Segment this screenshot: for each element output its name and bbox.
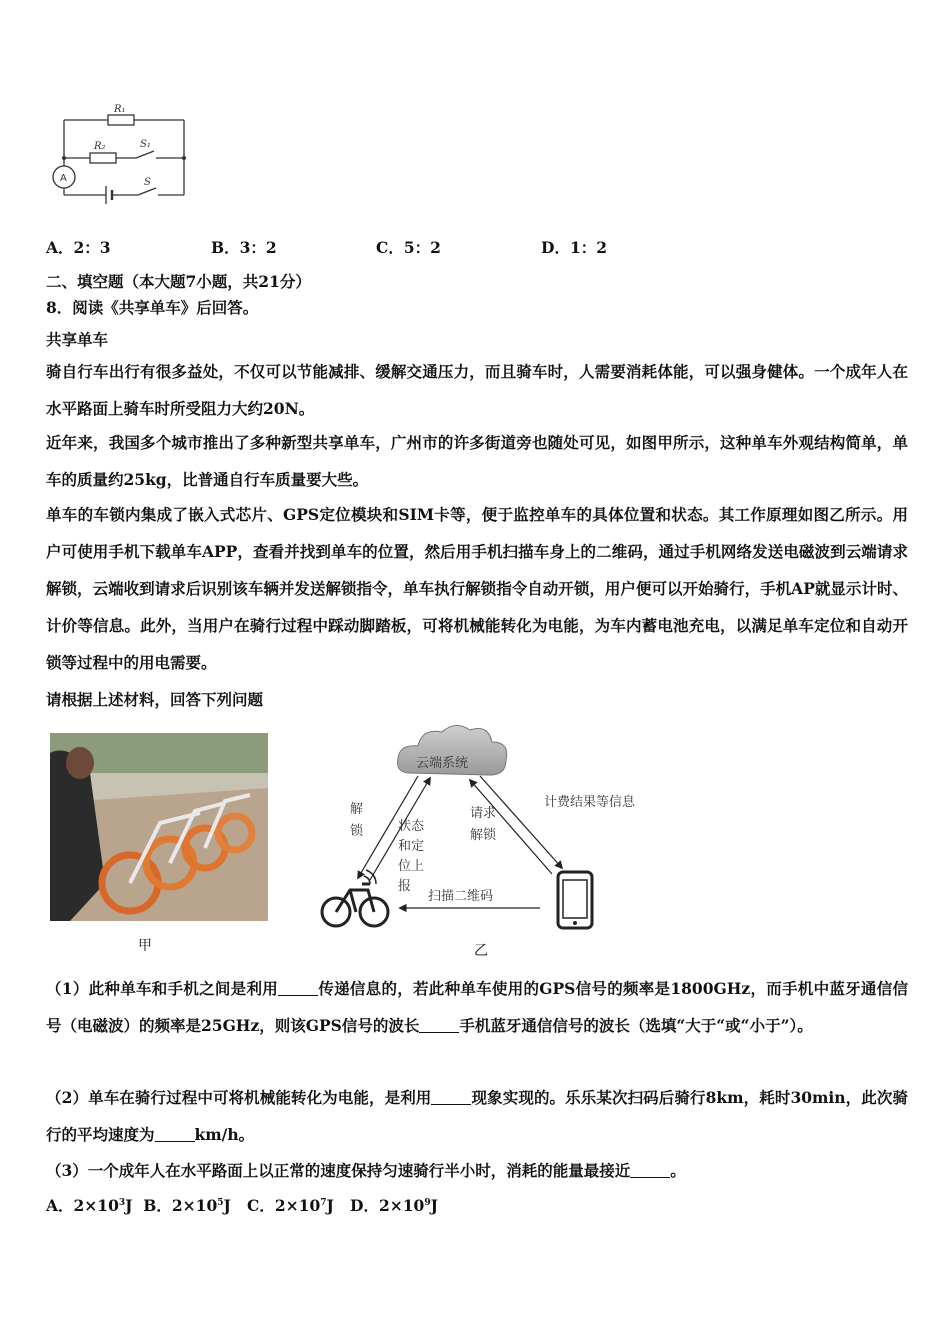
q2-part-2: 现象实现的。乐乐某次扫码后骑行8km，耗时30min，此次骑行的平均速度为 (46, 1088, 908, 1144)
q1-blank-2[interactable] (419, 1018, 459, 1033)
billing-label: 计费结果等信息 (544, 795, 636, 810)
choice-d: D．1：2 (541, 238, 608, 257)
s1-label: S₁ (140, 139, 151, 150)
q2-part-3: km/h。 (194, 1125, 255, 1144)
cloud-label: 云端系统 (416, 756, 469, 771)
r2-label: R₂ (94, 141, 106, 152)
q3-choices (46, 1194, 438, 1216)
q1-part-3: 手机蓝牙通信信号的波长（选填“大于“或“小于”）。 (459, 1016, 813, 1035)
caption-yi: 乙 (474, 943, 488, 959)
paragraph-1: 骑自行车出行有很多益处，不仅可以节能减排、缓解交通压力，而且骑车时，人需要消耗体能，可以强身健体。一个成年人在水平路面上骑车时所受阻力大约20N。 (46, 362, 908, 418)
q3-choice-c: C．$2\times 10^7J$ (247, 1196, 334, 1215)
paragraph-3: 单车的车锁内集成了嵌入式芯片、GPS定位模块和SIM卡等，便于监控单车的具体位置和状态。其工作原理如图乙所示。用户可使用手机下载单车APP，查看并找到单车的位置，然后用手机扫描车身上的二维码，通过手机网络发送电磁波到云端请求解锁，云端收到请求后识别该车辆并发送解锁指令，单车执行解锁指令自动开锁，用户便可以开始骑行，手机AP就显示计时、计价等信息。此外，当用户在骑行过程中踩动脚踏板，可将机械能转化为电能，为车内蓄电池充电，以满足单车定位和自动开锁等过程中的用电需要。 (46, 505, 908, 672)
q3-part-2: 。 (670, 1161, 686, 1180)
status-label-1: 状态 (398, 819, 425, 834)
paragraph-2: 近年来，我国多个城市推出了多种新型共享单车，广州市的许多街道旁也随处可见，如图甲所示，这种单车外观结构简单，单车的质量约25kg，比普通自行车质量要大些。 (46, 433, 908, 489)
choice-a: A．2：3 (46, 238, 111, 257)
r1-label: R₁ (114, 104, 126, 115)
unlock-label-1: 解 (350, 802, 364, 817)
status-label-2: 和定 (398, 839, 425, 854)
phone-icon (558, 872, 592, 928)
request-label-2: 解锁 (470, 828, 497, 843)
choice-c: C．5：2 (376, 238, 441, 257)
principle-diagram (300, 718, 660, 933)
q3-blank[interactable] (630, 1163, 670, 1178)
scan-label: 扫描二维码 (428, 889, 494, 904)
unlock-label-2: 锁 (350, 824, 364, 839)
question-1 (46, 970, 908, 1044)
q3-choice-d: D．$2\times 10^9J$ (350, 1196, 438, 1215)
question-8-title: 8．阅读《共享单车》后回答。 (46, 298, 259, 317)
section-heading: 二、填空题（本大题7小题，共21分） (46, 272, 311, 291)
question-2 (46, 1079, 908, 1153)
circuit-diagram (44, 100, 194, 210)
caption-jia: 甲 (138, 938, 152, 954)
q3-choice-a: A．$2\times 10^3J$ (46, 1196, 133, 1215)
q2-part-1: （2）单车在骑行过程中可将机械能转化为电能，是利用 (46, 1088, 432, 1107)
q3-part-1: （3）一个成年人在水平路面上以正常的速度保持匀速骑行半小时，消耗的能量最接近 (46, 1161, 631, 1180)
s-label: S (144, 177, 151, 188)
q1-part-1: （1）此种单车和手机之间是利用 (46, 979, 279, 998)
bicycle-icon (322, 870, 388, 926)
request-label-1: 请求 (470, 806, 497, 821)
q1-part-2: 传递信息的，若此种单车使用的GPS信号的频率是1800GHz，而手机中蓝牙通信信号（电磁波）的频率是25GHz，则该GPS信号的波长 (46, 979, 908, 1035)
status-label-4: 报 (398, 879, 412, 894)
q1-blank-1[interactable] (278, 981, 318, 996)
ammeter-label: A (60, 173, 67, 184)
q3-choice-b: B．$2\times 10^5J$ (143, 1196, 231, 1215)
status-label-3: 位上 (398, 859, 425, 874)
question-3 (46, 1159, 686, 1181)
instruction: 请根据上述材料，回答下列问题 (46, 690, 264, 709)
article-title: 共享单车 (46, 330, 109, 349)
shared-bike-photo (50, 733, 268, 921)
choice-b: B．3：2 (211, 238, 277, 257)
q2-blank-1[interactable] (431, 1090, 471, 1105)
q2-blank-2[interactable] (155, 1127, 195, 1142)
